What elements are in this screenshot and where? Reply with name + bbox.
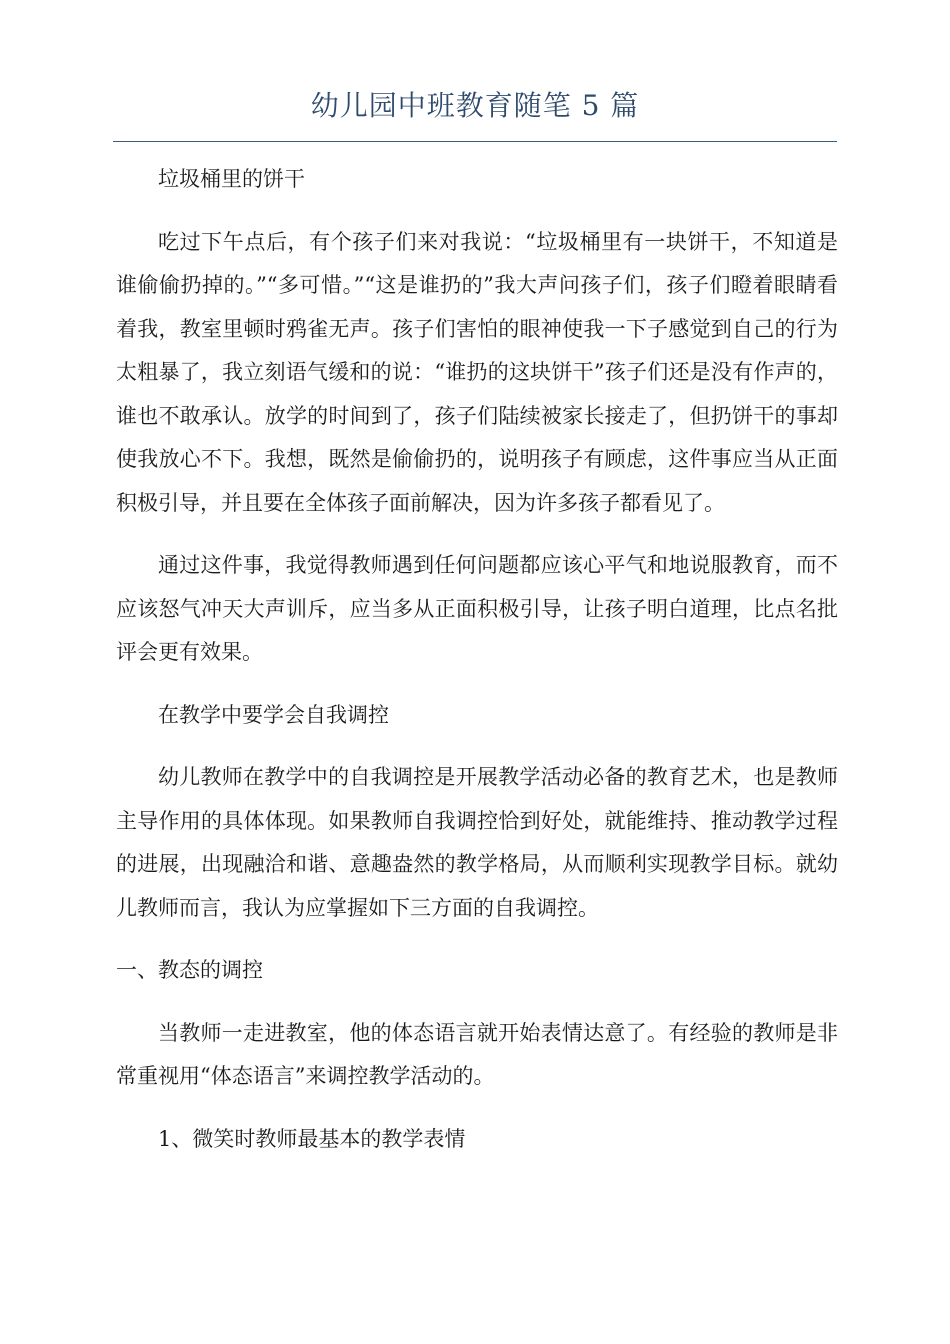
paragraph-reflection: 通过这件事，我觉得教师遇到任何问题都应该心平气和地说服教育，而不应该怒气冲天大声训斥，应当多从正面积极引导，让孩子明白道理，比点名批评会更有效果。 <box>116 553 838 664</box>
subheading-demeanor: 一、教态的调控 <box>116 958 263 982</box>
section-heading-self-control: 在教学中要学会自我调控 <box>158 702 389 727</box>
document-body <box>116 158 838 1180</box>
paragraph-story: 吃过下午点后，有个孩子们来对我说：“垃圾桶里有一块饼干，不知道是谁偷偷扔掉的。”“多可惜。”“这是谁扔的”我大声问孩子们，孩子们瞪着眼睛看着我，教室里顿时鸦雀无声。孩子们害怕的眼神使我一下子感觉到自己的行为太粗暴了，我立刻语气缓和的说：“谁扔的这块饼干”孩子们还是没有作声的，谁也不敢承认。放学的时间到了，孩子们陆续被家长接走了，但扔饼干的事却使我放心不下。我想，既然是偷偷扔的，说明孩子有顾虑，这件事应当从正面积极引导，并且要在全体孩子面前解决，因为许多孩子都看见了。 <box>116 229 838 515</box>
title-underline <box>113 141 837 142</box>
section-heading-biscuit: 垃圾桶里的饼干 <box>158 167 305 191</box>
document-title: 幼儿园中班教育随笔 5 篇 <box>310 89 640 122</box>
paragraph-self-control-intro: 幼儿教师在教学中的自我调控是开展教学活动必备的教育艺术，也是教师主导作用的具体体现。如果教师自我调控恰到好处，就能维持、推动教学过程的进展，出现融洽和谐、意趣盎然的教学格局，从而顺利实现教学目标。就幼儿教师而言，我认为应掌握如下三方面的自我调控。 <box>116 765 838 920</box>
paragraph-body-language: 当教师一走进教室，他的体态语言就开始表情达意了。有经验的教师是非常重视用“体态语言”来调控教学活动的。 <box>116 1020 838 1088</box>
subheading-smile: 1、微笑时教师最基本的教学表情 <box>158 1126 466 1151</box>
